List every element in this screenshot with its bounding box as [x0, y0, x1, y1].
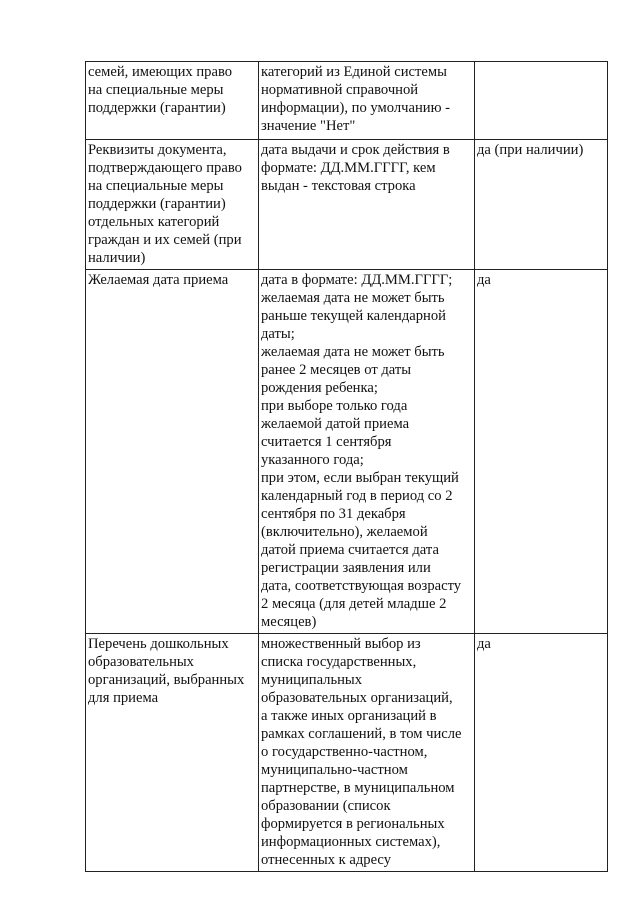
field-name-cell: Перечень дошкольных образовательных организаций, выбранных для приема: [86, 634, 259, 872]
field-required-cell: да: [475, 270, 608, 634]
table-row: [86, 140, 608, 270]
field-required-cell: [475, 62, 608, 140]
field-name-cell: семей, имеющих право на специальные меры поддержки (гарантии): [86, 62, 259, 140]
field-format-cell: дата в формате: ДД.ММ.ГГГГ; желаемая дата не может быть раньше текущей календарной даты; желаемая дата не может быть ранее 2 месяцев от даты рождения ребенка; при выборе только года желаемой датой приема считается 1 сентября указанного года; при этом, если выбран текущий календарный год в период со 2 сентября по 31 декабря (включительно), желаемой датой приема считается дата регистрации заявления или дата, соответствующая возрасту 2 месяца (для детей младше 2 месяцев): [259, 270, 475, 634]
field-required-cell: да: [475, 634, 608, 872]
field-name-cell: Желаемая дата приема: [86, 270, 259, 634]
table-row: [86, 270, 608, 634]
requirements-table: [85, 61, 608, 872]
table-row: [86, 634, 608, 872]
field-name-cell: Реквизиты документа, подтверждающего право на специальные меры поддержки (гарантии) отдельных категорий граждан и их семей (при наличии): [86, 140, 259, 270]
field-format-cell: категорий из Единой системы нормативной справочной информации), по умолчанию - значение "Нет": [259, 62, 475, 140]
field-required-cell: да (при наличии): [475, 140, 608, 270]
table-row: [86, 62, 608, 140]
field-format-cell: множественный выбор из списка государственных, муниципальных образовательных организаций, а также иных организаций в рамках соглашений, в том числе о государственно-частном, муниципально-частном партнерстве, в муниципальном образовании (список формируется в региональных информационных системах), отнесенных к адресу: [259, 634, 475, 872]
field-format-cell: дата выдачи и срок действия в формате: ДД.ММ.ГГГГ, кем выдан - текстовая строка: [259, 140, 475, 270]
